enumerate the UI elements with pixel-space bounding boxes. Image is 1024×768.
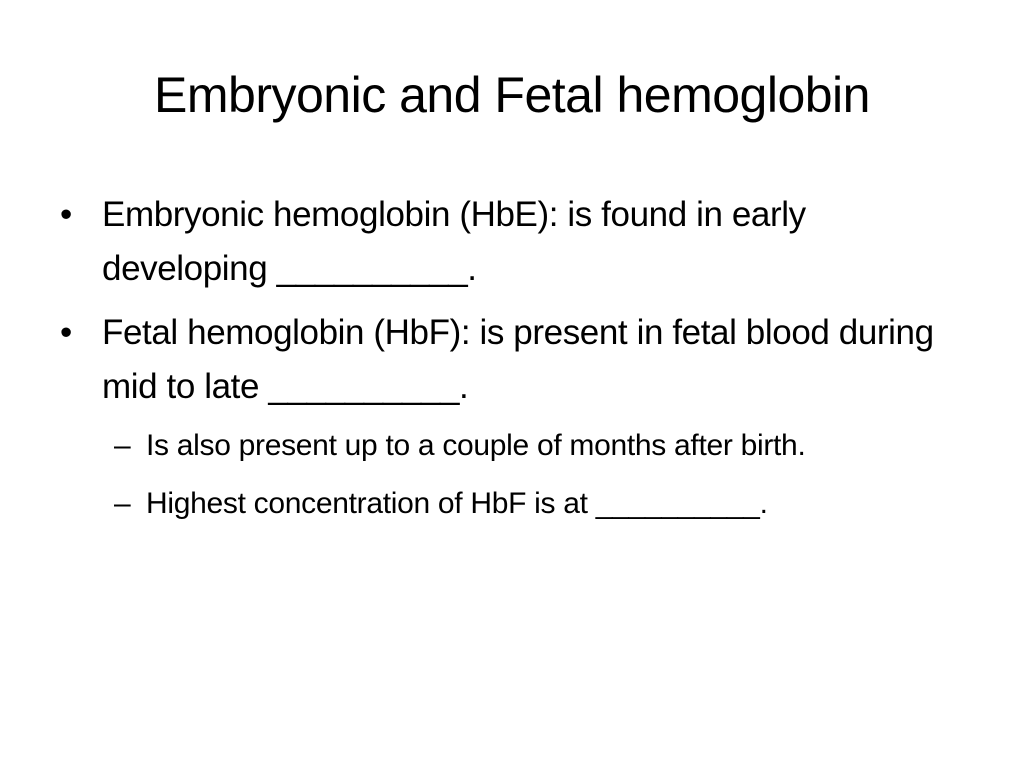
bullet-text: Embryonic hemoglobin (HbE): is found in early developing __________. bbox=[102, 195, 806, 288]
sub-bullet-marker: – bbox=[114, 487, 131, 520]
sub-bullet-after-birth bbox=[60, 424, 980, 468]
bullet-text: Fetal hemoglobin (HbF): is present in fetal blood during mid to late __________. bbox=[102, 313, 934, 406]
slide-body bbox=[60, 188, 980, 540]
bullet-item-embryonic bbox=[60, 188, 980, 296]
slide-title: Embryonic and Fetal hemoglobin bbox=[154, 67, 870, 123]
bullet-item-fetal bbox=[60, 306, 980, 414]
sub-bullet-text: Is also present up to a couple of months after birth. bbox=[146, 429, 806, 462]
sub-bullet-marker: – bbox=[114, 429, 131, 462]
bullet-marker: • bbox=[60, 313, 72, 352]
bullet-marker: • bbox=[60, 195, 72, 234]
sub-bullet-highest-concentration bbox=[60, 482, 980, 526]
sub-bullet-text: Highest concentration of HbF is at __________. bbox=[146, 487, 768, 520]
